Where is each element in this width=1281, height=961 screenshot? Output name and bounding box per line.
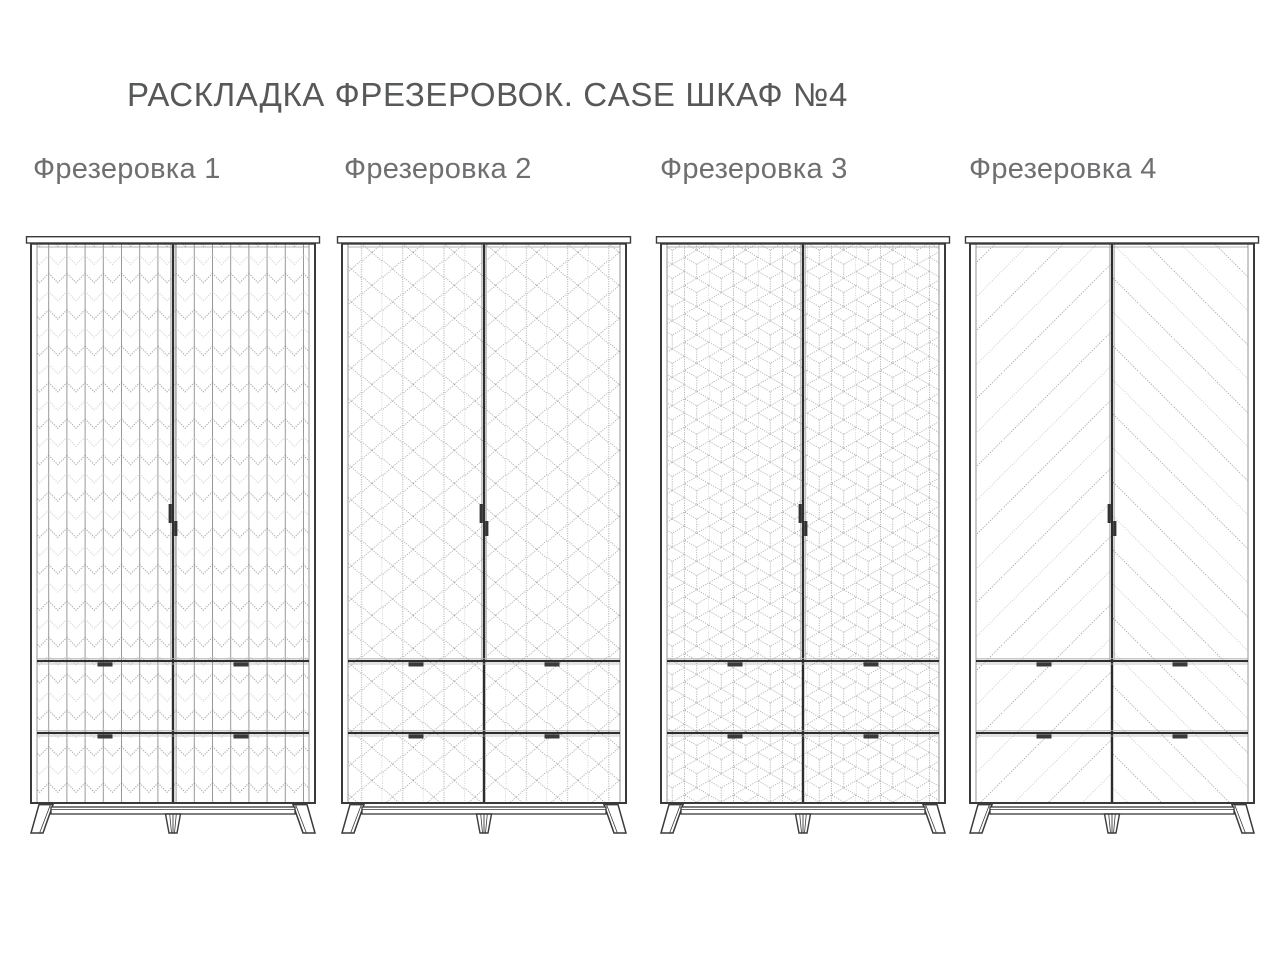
wardrobe-4-drawing <box>964 236 1260 836</box>
wardrobe-3-label: Фрезеровка 3 <box>660 153 848 185</box>
wardrobe-2-label: Фрезеровка 2 <box>344 153 532 185</box>
wardrobe-2-drawing <box>336 236 632 836</box>
page-title: РАСКЛАДКА ФРЕЗЕРОВОК. CASE ШКАФ №4 <box>127 76 848 113</box>
wardrobe-1-drawing <box>25 236 321 836</box>
wardrobe-1-label: Фрезеровка 1 <box>33 153 221 185</box>
wardrobe-4-label: Фрезеровка 4 <box>969 153 1157 185</box>
wardrobe-3-drawing <box>655 236 951 836</box>
